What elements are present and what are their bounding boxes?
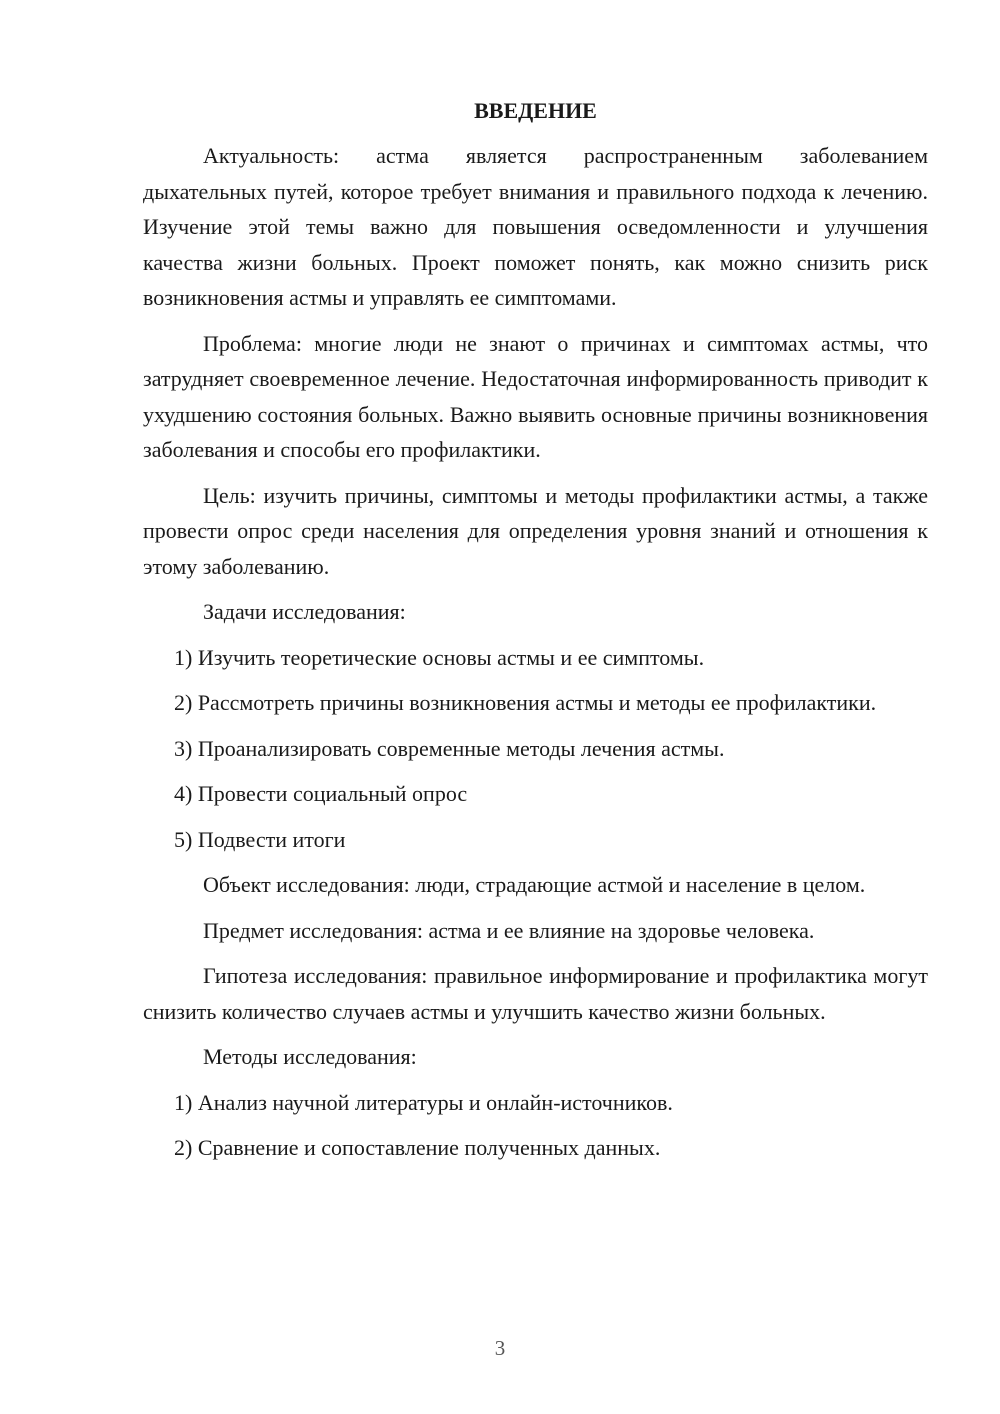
task-item-1: 1) Изучить теоретические основы астмы и ее симптомы. bbox=[174, 644, 705, 670]
subject-paragraph: Предмет исследования: астма и ее влияние на здоровье человека. bbox=[203, 917, 815, 943]
hypothesis-paragraph: Гипотеза исследования: правильное информирование и профилактика могут снизить количество случаев астмы и улучшить качество жизни больных. bbox=[143, 963, 928, 1024]
document-page bbox=[143, 96, 928, 1176]
method-item-2: 2) Сравнение и сопоставление полученных данных. bbox=[174, 1135, 661, 1160]
task-item-4: 4) Провести социальный опрос bbox=[174, 781, 468, 806]
task-item-5: 5) Подвести итоги bbox=[174, 826, 346, 852]
method-item-1: 1) Анализ научной литературы и онлайн-источников. bbox=[174, 1089, 673, 1115]
task-item-3: 3) Проанализировать современные методы лечения астмы. bbox=[174, 735, 725, 761]
problem-paragraph: Проблема: многие люди не знают о причинах и симптомах астмы, что затрудняет своевременное лечение. Недостаточная информированность приводит к ухудшению состояния больных. Важно выявить основные причины возникновения заболевания и способы его профилактики. bbox=[143, 330, 928, 462]
object-paragraph: Объект исследования: люди, страдающие астмой и население в целом. bbox=[203, 872, 866, 897]
relevance-paragraph: Актуальность: астма является распространенным заболеванием дыхательных путей, которое требует внимания и правильного подхода к лечению. Изучение этой темы важно для повышения осведомленности и улучшения качества жизни больных. Проект поможет понять, как можно снизить риск возникновения астмы и управлять ее симптомами. bbox=[143, 143, 928, 310]
tasks-heading: Задачи исследования: bbox=[203, 599, 406, 624]
methods-heading: Методы исследования: bbox=[203, 1044, 417, 1069]
document-title: ВВЕДЕНИЕ bbox=[474, 98, 597, 123]
page-number: 3 bbox=[494, 1336, 506, 1360]
task-item-2: 2) Рассмотреть причины возникновения астмы и методы ее профилактики. bbox=[174, 690, 877, 715]
goal-paragraph: Цель: изучить причины, симптомы и методы профилактики астмы, а также провести опрос среди населения для определения уровня знаний и отношения к этому заболеванию. bbox=[143, 482, 928, 579]
